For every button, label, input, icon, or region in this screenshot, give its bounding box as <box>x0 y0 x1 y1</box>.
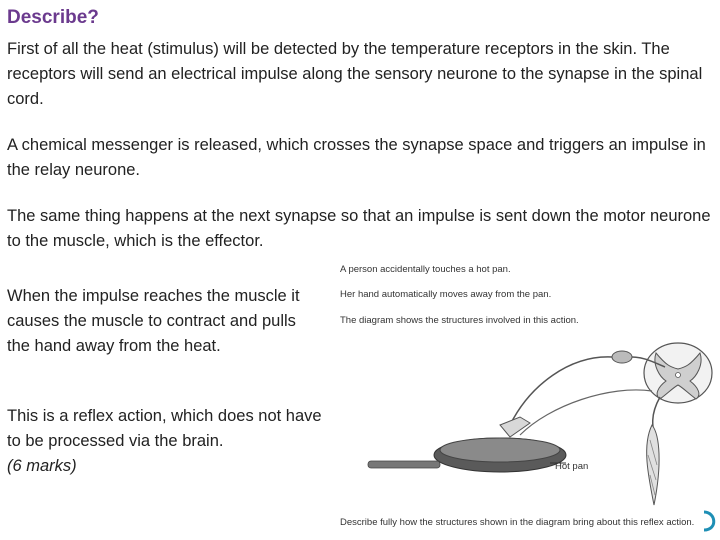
figure-caption-1: A person accidentally touches a hot pan. <box>340 264 511 275</box>
figure-caption-2: Her hand automatically moves away from the pan. <box>340 289 552 300</box>
paragraph-chemical-messenger: A chemical messenger is released, which crosses the synapse space and triggers an impulse in the relay neurone. <box>7 136 706 179</box>
hot-pan-image <box>368 438 566 472</box>
marks-label: (6 marks) <box>7 457 77 475</box>
paragraph-next-synapse: The same thing happens at the next synapse so that an impulse is sent down the motor neurone to the muscle, which is the effector. <box>7 207 711 250</box>
paragraph-muscle-contract: When the impulse reaches the muscle it causes the muscle to contract and pulls the hand away from the heat. <box>7 287 300 355</box>
figure-caption-3: The diagram shows the structures involved in this action. <box>340 315 579 326</box>
receptor-finger <box>500 417 530 437</box>
reflex-text: This is a reflex action, which does not have to be processed via the brain. <box>7 407 322 450</box>
slide-title: Describe? <box>7 7 99 28</box>
spinal-cord-image <box>612 343 712 403</box>
muscle-image <box>647 425 659 505</box>
hot-pan-label: Hot pan <box>555 461 589 472</box>
paragraph-reflex-action <box>7 404 327 479</box>
reflex-arc-diagram <box>360 325 715 515</box>
sensory-neurone <box>510 357 612 425</box>
figure-question: Describe fully how the structures shown in the diagram bring about this reflex action. <box>340 517 695 528</box>
next-slide-icon[interactable] <box>702 510 720 532</box>
paragraph-stimulus: First of all the heat (stimulus) will be detected by the temperature receptors in the skin. The receptors will send an electrical impulse along the sensory neurone to the synapse in the spinal cord. <box>7 40 703 108</box>
